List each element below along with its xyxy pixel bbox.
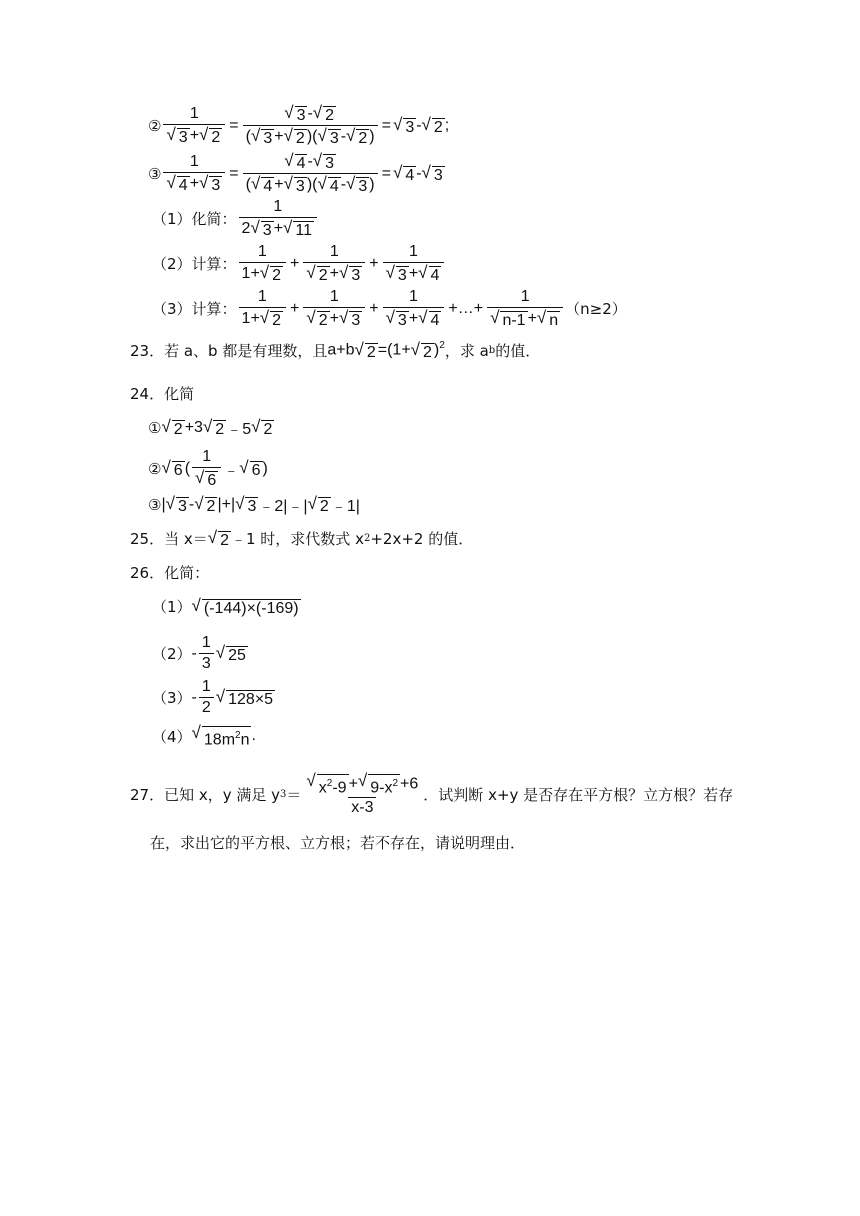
- q26-item-3: （3） - $\frac{1}{2}$ √ 128×5: [152, 678, 274, 716]
- q22-part3-condition: （n≥2）: [565, 300, 627, 318]
- q23-text-post: ，求 a: [444, 342, 489, 360]
- q22-part3: （3）计算： 1 1+ √ 2 + 1 √ 2 + √ 3 + 1 √ 3 + √ 4 +…+ 1 √ n-1 + √ n （n≥2）: [152, 288, 627, 329]
- q24-number: 24．: [130, 385, 165, 403]
- q27-fraction: √ $x^2-9$ + √ $9-x^2$ +6 x-3: [306, 771, 419, 817]
- q22-part1-label: （1）化简：: [152, 210, 237, 228]
- q23-equation: a+b √ 2 =(1+ √ 2 )$^2$: [327, 339, 445, 361]
- example-3-rhs-fraction: √ 4 - √ 3 ( √ 4 + √ 3 )( √ 4 - √ 3 ): [243, 152, 378, 195]
- question-25: 25． 当 x＝ √ 2 ﹣1 时，求代数式 x 2 +2x+2 的值．: [130, 527, 474, 549]
- q27-equals: ＝: [286, 786, 302, 805]
- q24-item-3: ③ | √ 3 - √ 2 |+| √ 3 ﹣2|﹣| √ 2 ﹣1|: [148, 493, 360, 515]
- example-2-rhs-fraction: √ 3 - √ 2 ( √ 3 + √ 2 )( √ 3 - √ 2 ): [243, 104, 378, 147]
- q27-text-pre: 已知 x，y 满足 y: [164, 786, 281, 805]
- q26-item-1-label: （1）: [152, 598, 192, 616]
- question-24: [130, 383, 194, 404]
- q25-text-mid: ﹣1 时，求代数式 x: [231, 530, 364, 548]
- q23-number: 23．: [130, 342, 165, 360]
- q27-text-line2: 在，求出它的平方根、立方根；若不存在，请说明理由．: [150, 834, 526, 852]
- question-23: [130, 340, 540, 361]
- q22-part2-label: （2）计算：: [152, 255, 237, 273]
- q22-part1: [152, 198, 319, 239]
- q22-part2: （2）计算： 1 1+ √ 2 + 1 √ 2 + √ 3 + 1 √ 3 + √ 4: [152, 243, 446, 284]
- question-27: [130, 772, 733, 817]
- q24-item-2: ② √ 6 ( 1 √ 6 ﹣ √ 6 ): [148, 448, 268, 489]
- q25-number: 25．: [130, 530, 165, 548]
- q22-part1-fraction: 1 2 √ 3 + √ 11: [239, 198, 317, 239]
- q26-item-4: （4） √ $18m^2n$ .: [152, 723, 256, 749]
- q23-text-pre: 若 a、b 都是有理数，且: [164, 342, 328, 360]
- q27-number: 27．: [130, 786, 165, 805]
- q27-text-post: ．试判断 x+y 是否存在平方根？立方根？若存: [423, 786, 734, 805]
- example-2-marker: ②: [148, 116, 162, 135]
- q26-item-2: （2） - $\frac{1}{3}$ √ 25: [152, 634, 246, 672]
- example-3: ③ 1 √ 4 + √ 3 = √ 4 - √ 3 ( √ 4 + √ 3 )( √ 4 - √ 3 ) = √ 4 - √ 3: [148, 151, 443, 195]
- q24-item-1: ① √ 2 +3 √ 2 ﹣5 √ 2: [148, 416, 273, 438]
- example-3-lhs-fraction: 1 √ 4 + √ 3: [163, 153, 225, 194]
- example-2-lhs-fraction: 1 √ 3 + √ 2: [163, 105, 225, 146]
- q24-item-1-marker: ①: [148, 418, 162, 437]
- q26-number: 26．: [130, 564, 165, 582]
- q27-cube: 3: [280, 789, 287, 801]
- q26-item-4-label: （4）: [152, 727, 192, 746]
- q26-item-1: （1） √ (-144)×(-169): [152, 595, 299, 617]
- q22-part3-ellipsis: +…+: [448, 299, 484, 317]
- q24-item-3-marker: ③: [148, 495, 162, 514]
- q27-line-2: [150, 832, 525, 853]
- q24-title: 化简: [164, 385, 195, 403]
- q24-item-2-marker: ②: [148, 459, 162, 478]
- q23-text-tail: 的值．: [495, 342, 541, 360]
- q22-part3-label: （3）计算：: [152, 300, 237, 318]
- q26-item-3-label: （3）: [152, 689, 192, 707]
- q25-text-post: +2x+2 的值．: [370, 530, 474, 548]
- q25-square: 2: [363, 533, 371, 544]
- question-26: [130, 562, 209, 583]
- q26-item-2-label: （2）: [152, 645, 192, 663]
- example-2: ② 1 √ 3 + √ 2 = √ 3 - √ 2 ( √ 3 + √ 2 )( √ 3 - √ 2 ) = √ 3 - √ 2 ;: [148, 103, 450, 147]
- q26-title: 化简：: [164, 564, 210, 582]
- example-3-marker: ③: [148, 164, 162, 183]
- q25-text-pre: 当 x＝: [164, 530, 208, 548]
- q23-exponent: b: [488, 345, 496, 356]
